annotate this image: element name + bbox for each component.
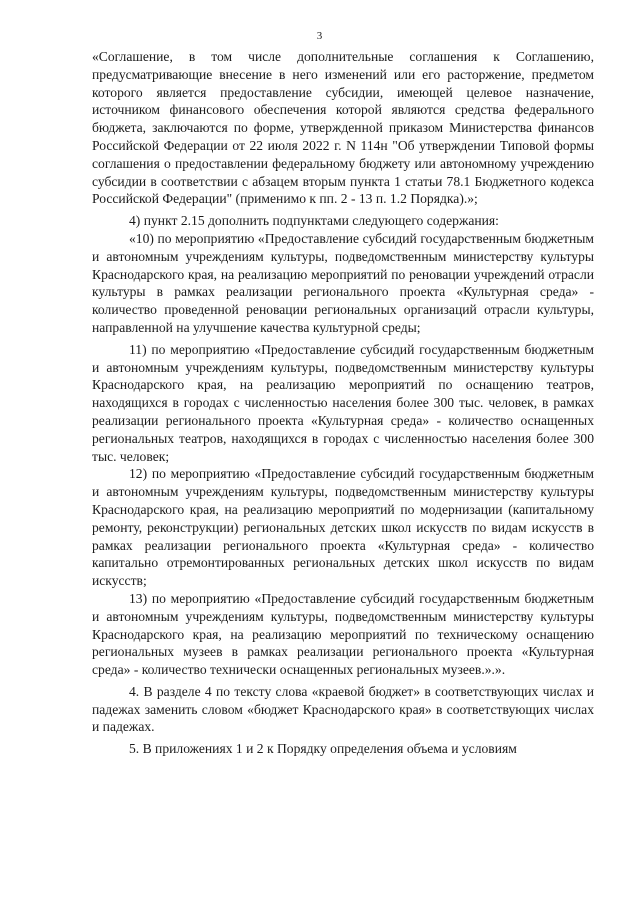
paragraph-appendices: 5. В приложениях 1 и 2 к Порядку определения объема и условиям [129, 741, 517, 757]
paragraph-agreement-form: «Соглашение, в том числе дополнительные соглашения к Соглашению, предусматривающие внесение в него изменений или его расторжение, предметом которого является предоставление субсидии, имеющей целевое назначение, источником финансового обеспечения которой являются средства федерального бюджета, заключаются по форме, утвержденной приказом Министерства финансов Российской Федерации от 22 июля 2022 г. N 114н "Об утверждении Типовой формы соглашения о предоставлении федеральному бюджету или автономному учреждению субсидии в соответствии с абзацем вторым пункта 1 статьи 78.1 Бюджетного кодекса Российской Федерации" (применимо к пп. 2 - 13 п. 1.2 Порядка).»; [92, 49, 594, 207]
page-number: 3 [316, 30, 323, 42]
document-body [92, 48, 594, 758]
paragraph-subitem-13: 13) по мероприятию «Предоставление субсидий государственным бюджетным и автономным учреждениям культуры, подведомственным министерству культуры Краснодарского края, на реализацию мероприятий по техническому оснащению региональных музеев в рамках реализации регионального проекта «Культурная среда» - количество технически оснащенных региональных музеев.».». [92, 590, 594, 678]
paragraph-subitem-10: «10) по мероприятию «Предоставление субсидий государственным бюджетным и автономным учреждениям культуры, подведомственным министерству культуры Краснодарского края, на реализацию мероприятий по реновации учреждений отрасли культуры в рамках реализации регионального проекта «Культурная среда» - количество проведенной реновации региональных организаций отрасли культуры, направленной на улучшение качества культурной среды; [92, 230, 594, 335]
paragraph-section-4: 4. В разделе 4 по тексту слова «краевой бюджет» в соответствующих числах и падежах заменить словом «бюджет Краснодарского края» в соответствующих числах и падежах. [92, 683, 594, 735]
paragraph-item-4: 4) пункт 2.15 дополнить подпунктами следующего содержания: [129, 213, 499, 229]
paragraph-subitem-11: 11) по мероприятию «Предоставление субсидий государственным бюджетным и автономным учреждениям культуры, подведомственным министерству культуры Краснодарского края, на реализацию мероприятий по оснащению театров, находящихся в городах с численностью населения более 300 тыс. человек, в рамках реализации регионального проекта «Культурная среда» - количество оснащенных региональных театров, находящихся в городах с численностью населения более 300 тыс. человек; [92, 341, 594, 464]
paragraph-subitem-12: 12) по мероприятию «Предоставление субсидий государственным бюджетным и автономным учреждениям культуры, подведомственным министерству культуры Краснодарского края, на реализацию мероприятий по модернизации (капитальному ремонту, реконструкции) региональных детских школ искусств по видам искусств в рамках реализации регионального проекта «Культурная среда» - количество капитально отремонтированных региональных детских школ искусств по видам искусств; [92, 466, 594, 589]
